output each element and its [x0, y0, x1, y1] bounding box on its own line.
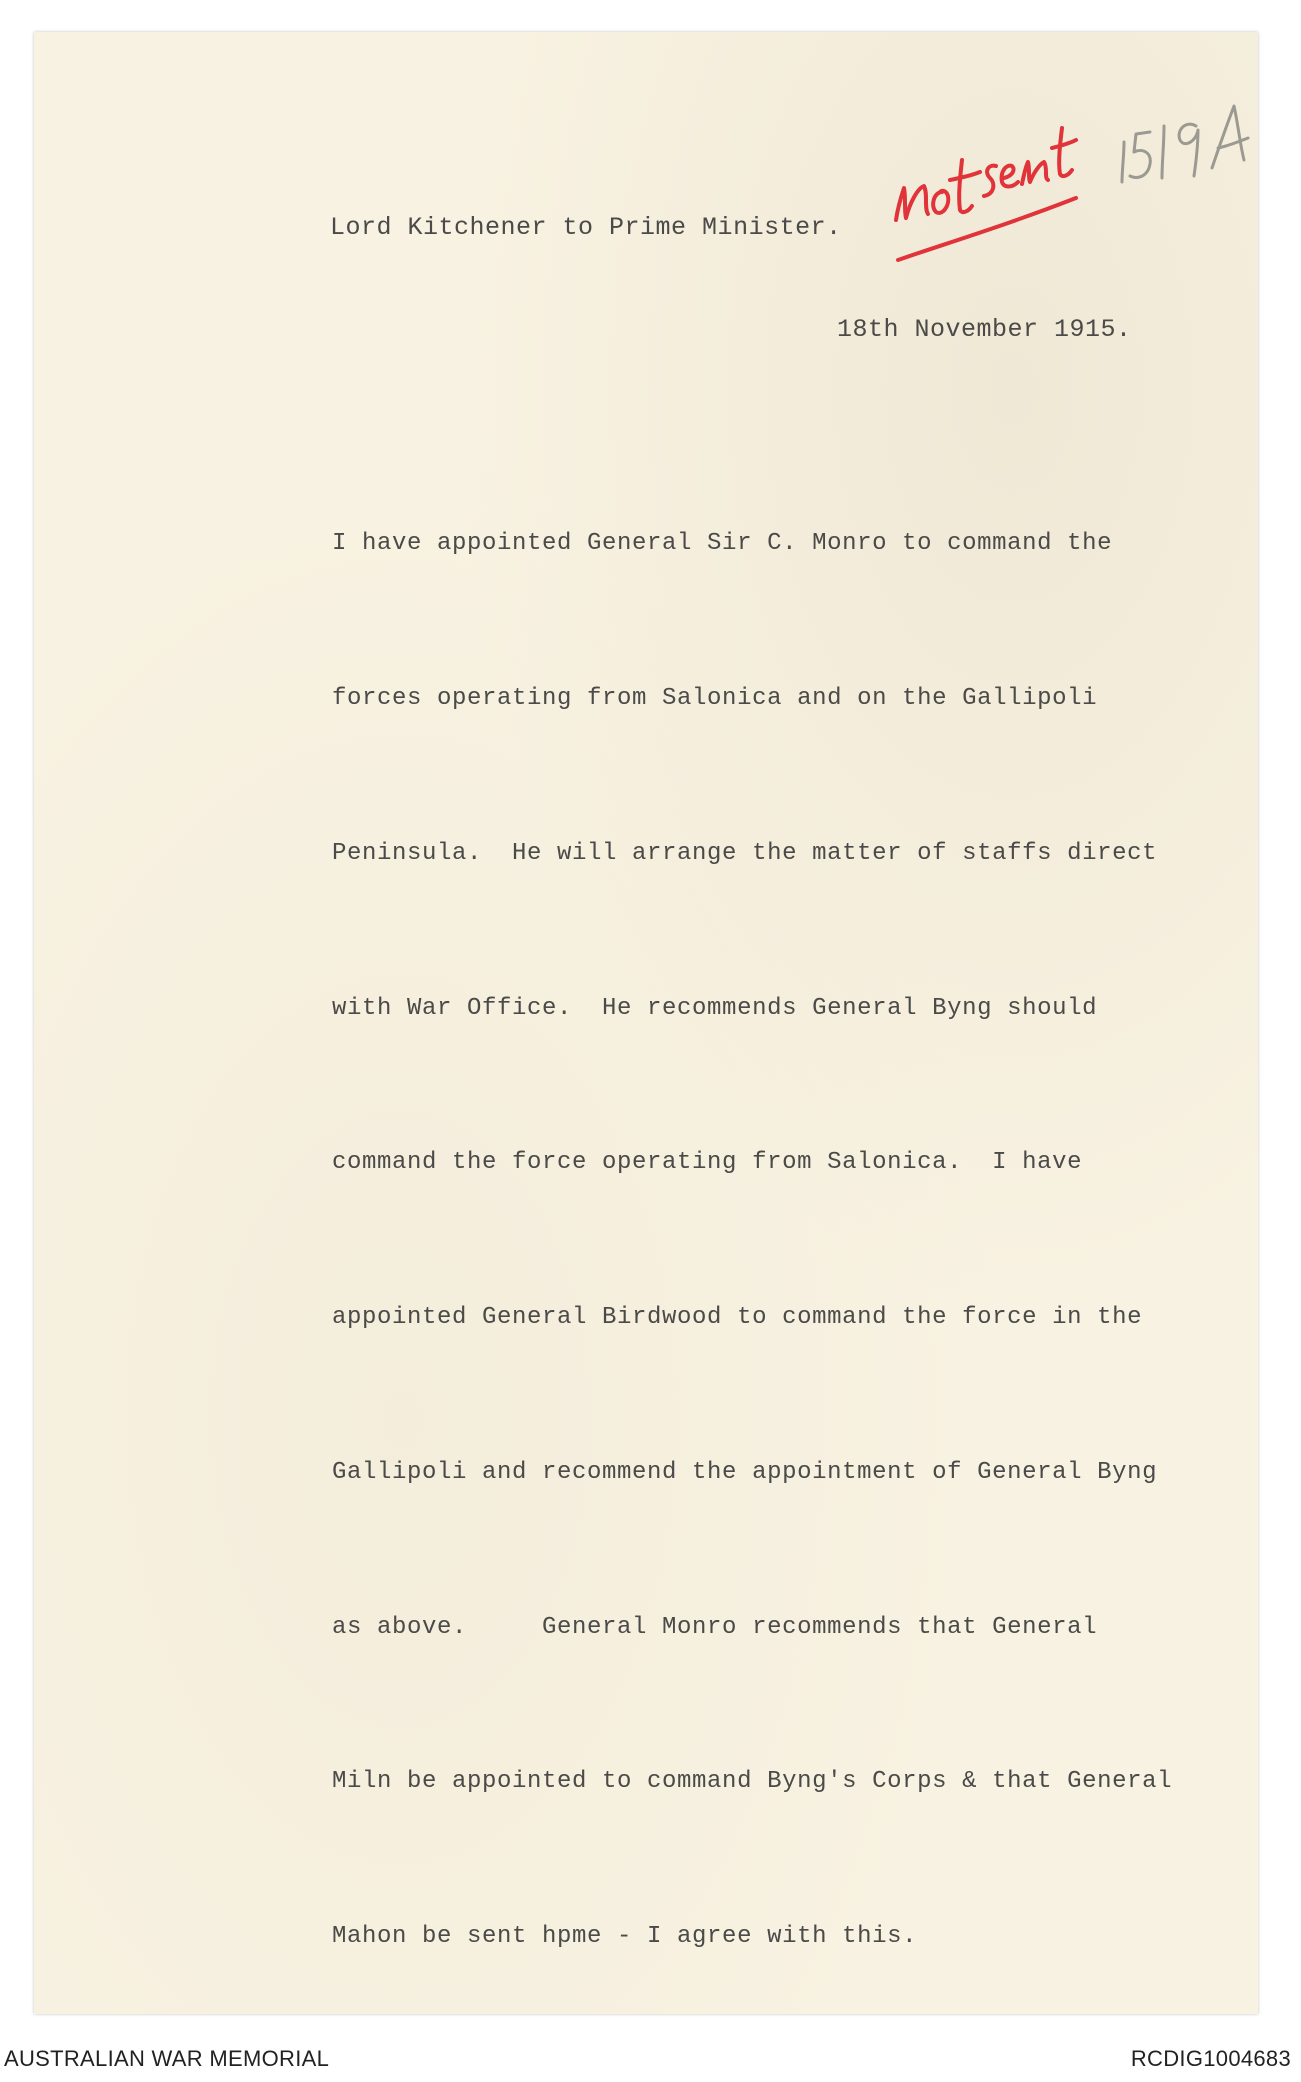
letter-heading: Lord Kitchener to Prime Minister. — [330, 213, 842, 242]
body-line: Mahon be sent hpme - I agree with this. — [332, 1923, 918, 1951]
body-line: as above. General Monro recommends that General — [332, 1613, 1098, 1641]
footer-institution: AUSTRALIAN WAR MEMORIAL — [4, 2046, 330, 2071]
body-line: Miln be appointed to command Byng's Corps & that General — [332, 1768, 1173, 1796]
body-line: command the force operating from Salonica. I have — [332, 1149, 1083, 1177]
body-line: appointed General Birdwood to command the force in the — [332, 1304, 1143, 1332]
footer-catalogue-id: RCDIG1004683 — [1130, 2046, 1291, 2071]
body-line: with War Office. He recommends General Byng should — [332, 994, 1098, 1022]
handwritten-not-sent-annotation — [884, 122, 1084, 272]
letter-body — [332, 415, 1172, 2066]
body-line: I have appointed General Sir C. Monro to command the — [332, 530, 1113, 558]
handwritten-reference-mark — [1116, 100, 1256, 190]
body-line: Peninsula. He will arrange the matter of staffs direct — [332, 839, 1158, 867]
document-page — [34, 32, 1258, 2014]
body-line: forces operating from Salonica and on the Gallipoli — [332, 684, 1098, 712]
body-line: Gallipoli and recommend the appointment of General Byng — [332, 1458, 1158, 1486]
letter-date: 18th November 1915. — [837, 315, 1132, 344]
